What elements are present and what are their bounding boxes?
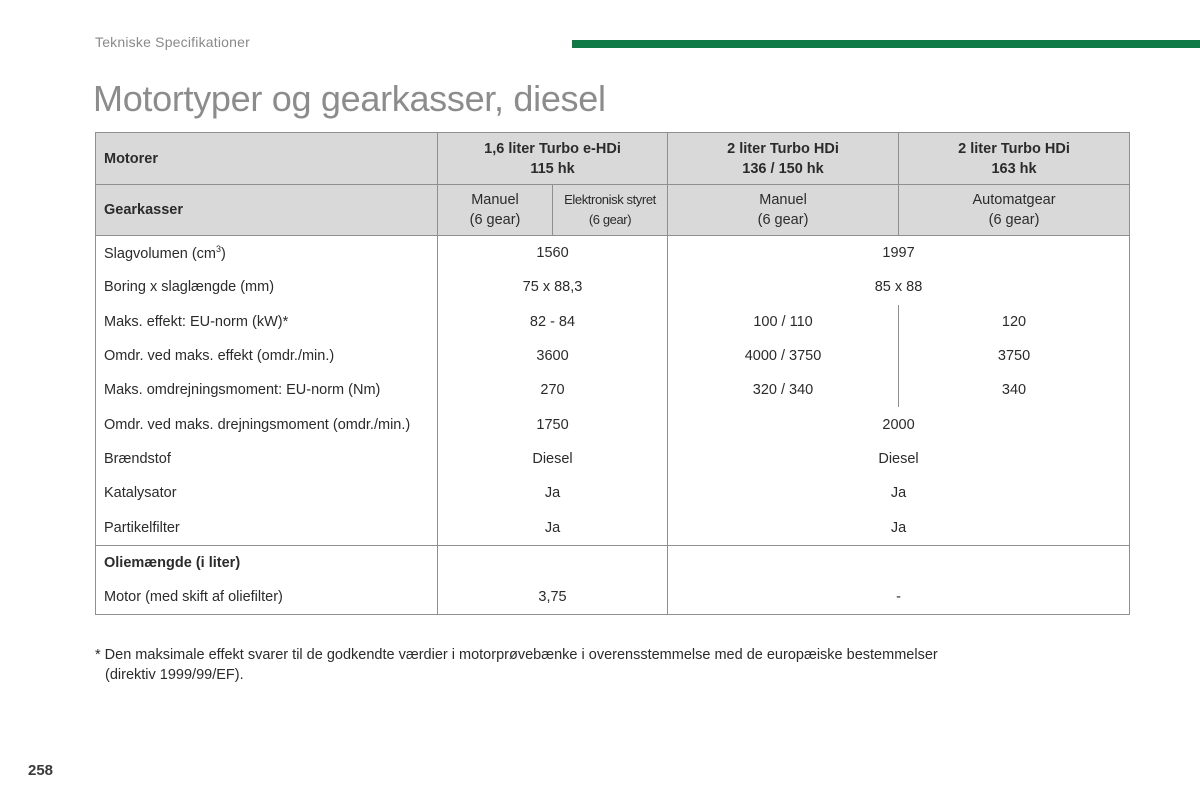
row-value (668, 545, 1130, 580)
row-value: Ja (668, 476, 1130, 510)
table-row (96, 407, 1130, 441)
row-value: 270 (438, 373, 668, 407)
table-row (96, 442, 1130, 476)
table-row (96, 339, 1130, 373)
gearbox-type: Manuel (759, 192, 807, 208)
gearbox-cell (438, 185, 553, 236)
row-value: 3600 (438, 339, 668, 373)
gearbox-type: Automatgear (972, 192, 1056, 208)
page-number: 258 (28, 762, 54, 779)
row-label: Motor (med skift af oliefilter) (96, 580, 438, 615)
table-row (96, 305, 1130, 339)
gearbox-gears: (6 gear) (757, 212, 809, 228)
row-label: Maks. effekt: EU-norm (kW)* (96, 305, 438, 339)
row-value: 1560 (438, 236, 668, 271)
row-value: 120 (899, 305, 1130, 339)
section-label: Tekniske Specifikationer (95, 34, 250, 50)
row-value: 85 x 88 (668, 270, 1130, 304)
motor-header-cell (899, 133, 1130, 185)
footnote-line: * Den maksimale effekt svarer til de godkendte værdier i motorprøvebænke i overensstemmelse med de europæiske bestemmelser (95, 647, 938, 663)
row-label: Slagvolumen $(cm^3)$ (96, 236, 438, 271)
row-value: 1997 (668, 236, 1130, 271)
footnote (95, 645, 1095, 685)
row-label: Omdr. ved maks. effekt (omdr./min.) (96, 339, 438, 373)
gearbox-gears: (6 gear) (469, 212, 521, 228)
motor-power: 136 / 150 hk (742, 160, 824, 177)
row-value: Ja (438, 476, 668, 510)
table-row (96, 373, 1130, 407)
row-label: Maks. omdrejningsmoment: EU-norm (Nm) (96, 373, 438, 407)
oil-section-label: Oliemængde (i liter) (96, 545, 438, 580)
page-title: Motortyper og gearkasser, diesel (93, 78, 606, 119)
row-value: - (668, 580, 1130, 615)
row-label: Partikelfilter (96, 510, 438, 545)
motor-name: 1,6 liter Turbo e-HDi (484, 140, 621, 157)
table-row (96, 476, 1130, 510)
row-value: Diesel (438, 442, 668, 476)
row-value: 340 (899, 373, 1130, 407)
gearbox-type: Manuel (471, 192, 519, 208)
motor-header-cell (668, 133, 899, 185)
header-accent-bar (572, 40, 1200, 48)
row-value: Ja (668, 510, 1130, 545)
motor-power: 163 hk (991, 160, 1037, 177)
row-value (438, 545, 668, 580)
gearbox-type: Elektronisk styret (564, 192, 656, 207)
gearbox-header-row (96, 185, 1130, 236)
engine-spec-table (95, 132, 1130, 615)
table-row (96, 580, 1130, 615)
row-value: 3750 (899, 339, 1130, 373)
row-value: 3,75 (438, 580, 668, 615)
footnote-line: (direktiv 1999/99/EF). (105, 667, 244, 683)
gearbox-header-label: Gearkasser (96, 185, 438, 236)
motor-header-row (96, 133, 1130, 185)
motor-name: 2 liter Turbo HDi (958, 140, 1070, 157)
row-label: Katalysator (96, 476, 438, 510)
row-label: Omdr. ved maks. drejningsmoment (omdr./min.) (96, 407, 438, 441)
row-value: 2000 (668, 407, 1130, 441)
row-value: Ja (438, 510, 668, 545)
table-row (96, 270, 1130, 304)
motor-header-cell (438, 133, 668, 185)
row-label: Brændstof (96, 442, 438, 476)
row-label: Boring x slaglængde (mm) (96, 270, 438, 304)
table-row (96, 510, 1130, 545)
row-value: 1750 (438, 407, 668, 441)
gearbox-cell (668, 185, 899, 236)
gearbox-gears: (6 gear) (588, 212, 632, 227)
row-value: 100 / 110 (668, 305, 899, 339)
oil-header-row (96, 545, 1130, 580)
gearbox-cell (899, 185, 1130, 236)
gearbox-cell (553, 185, 668, 236)
gearbox-gears: (6 gear) (988, 212, 1040, 228)
table-row (96, 236, 1130, 271)
row-value: 320 / 340 (668, 373, 899, 407)
row-value: 82 - 84 (438, 305, 668, 339)
row-value: 4000 / 3750 (668, 339, 899, 373)
motor-header-label: Motorer (96, 133, 438, 185)
motor-power: 115 hk (530, 160, 575, 177)
motor-name: 2 liter Turbo HDi (727, 140, 839, 157)
row-value: 75 x 88,3 (438, 270, 668, 304)
row-value: Diesel (668, 442, 1130, 476)
